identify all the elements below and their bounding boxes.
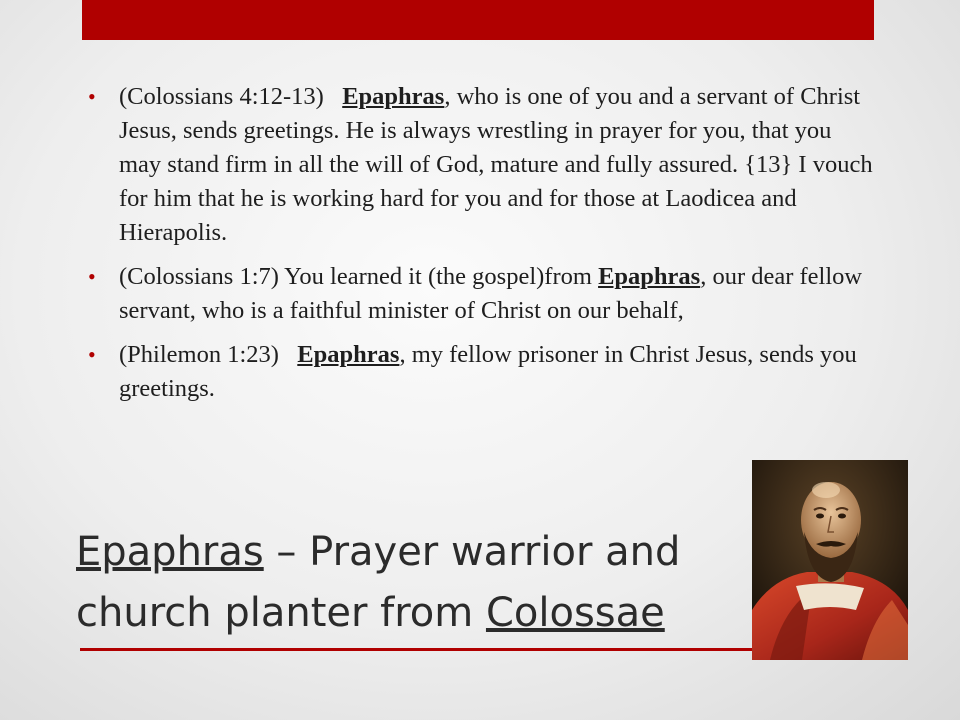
scripture-text: , our dear fellow servant, who is a faithful minister of Christ on our behalf, bbox=[119, 263, 863, 324]
bullet-colossians-4 bbox=[88, 80, 878, 250]
slide-title bbox=[76, 522, 766, 644]
title-line-1 bbox=[76, 522, 766, 583]
epaphras-name: Epaphras bbox=[297, 341, 400, 368]
bullet-icon: • bbox=[88, 264, 96, 289]
portrait-icon bbox=[752, 460, 908, 660]
title-underline-rule bbox=[80, 648, 756, 651]
title-line-2 bbox=[76, 583, 766, 644]
scripture-ref: (Colossians 4:12-13) bbox=[119, 83, 324, 110]
title-name-link[interactable]: Epaphras bbox=[76, 529, 264, 575]
bullet-icon: • bbox=[88, 342, 96, 367]
epaphras-name: Epaphras bbox=[342, 83, 445, 110]
title-rest: – Prayer warrior and bbox=[263, 529, 681, 575]
portrait-painting bbox=[752, 460, 908, 660]
bullet-colossians-1 bbox=[88, 260, 878, 328]
scripture-text: , my fellow prisoner in Christ Jesus, sends you greetings. bbox=[119, 341, 857, 402]
scripture-text: , who is one of you and a servant of Christ Jesus, sends greetings. He is always wrestling in prayer for you, that you may stand firm in all the will of God, mature and fully assured. {13} I vouch for him that he is working hard for you and for those at Laodicea and Hierapolis. bbox=[119, 83, 873, 246]
title-start: church planter from bbox=[76, 590, 486, 636]
scripture-ref: (Colossians 1:7) You learned it (the gospel)from bbox=[119, 263, 592, 290]
top-accent-bar bbox=[82, 0, 874, 40]
scripture-ref: (Philemon 1:23) bbox=[119, 341, 279, 368]
bullet-icon: • bbox=[88, 84, 96, 109]
bullet-philemon bbox=[88, 338, 878, 406]
bullet-list bbox=[88, 80, 878, 416]
title-place-link[interactable]: Colossae bbox=[485, 590, 665, 636]
epaphras-name: Epaphras bbox=[598, 263, 701, 290]
